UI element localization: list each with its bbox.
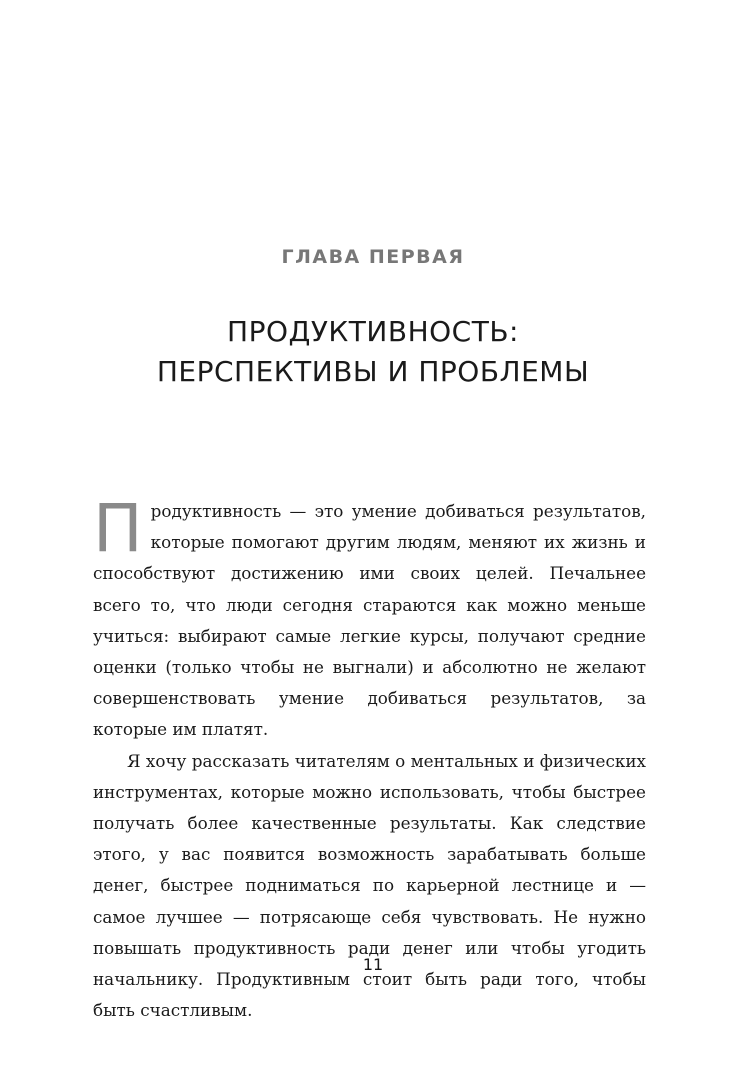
- chapter-title-line-2: ПЕРСПЕКТИВЫ И ПРОБЛЕМЫ: [156, 355, 590, 388]
- drop-cap: П: [93, 490, 143, 567]
- chapter-title: [0, 312, 746, 392]
- chapter-body: [93, 490, 646, 1026]
- chapter-label: ГЛАВА ПЕРВАЯ: [281, 246, 465, 268]
- paragraph-1-text: родуктивность — это умение добиваться результатов, которые помогают другим людям, меняют их жизнь и способствуют достижению ими своих целей. Печальнее всего то, что люди сегодня стараются как можно меньше учиться: выбирают самые легкие курсы, получают средние оценки (только чтобы не выгнали) и абсолютно не желают совершенствовать умение добиваться результатов, за которые им платят.: [93, 501, 646, 740]
- chapter-title-line-1: ПРОДУКТИВНОСТЬ:: [227, 315, 519, 348]
- paragraph-1: [93, 490, 646, 746]
- page-number: 11: [362, 955, 384, 974]
- paragraph-2: Я хочу рассказать читателям о ментальных и физических инструментах, которые можно использовать, чтобы быстрее получать более качественные результаты. Как следствие этого, у вас появится возможность зарабатывать больше денег, быстрее подниматься по карьерной лестнице и — самое лучшее — потрясающе себя чувствовать. Не нужно повышать продуктивность ради денег или чтобы угодить начальнику. Продуктивным стоит быть ради того, чтобы быть счастливым.: [93, 750, 646, 1021]
